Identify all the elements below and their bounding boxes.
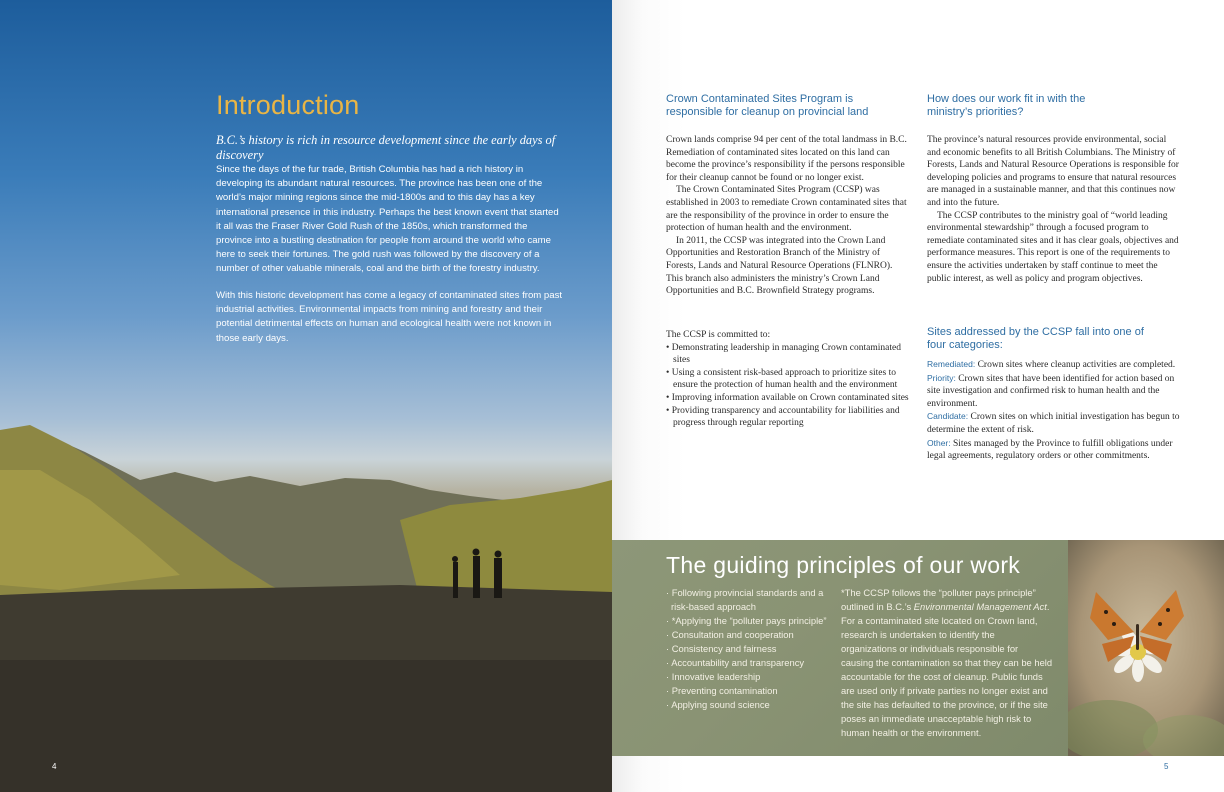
page-number-left: 4 (52, 762, 57, 771)
list-item: · Consultation and cooperation (666, 628, 836, 642)
page-number-right: 5 (1164, 762, 1169, 771)
list-item: · Innovative leadership (666, 670, 836, 684)
page-title: Introduction (216, 90, 360, 120)
ccsp-heading: Crown Contaminated Sites Program is responsible for cleanup on provincial land (666, 93, 869, 118)
list-item: · *Applying the “polluter pays principle” (666, 614, 836, 628)
category-text: Crown sites that have been identified for action based on site investigation and confirmed risk to human health and the environment. (927, 373, 1175, 409)
list-item: · Consistency and fairness (666, 642, 836, 656)
ccsp-paragraph-2: The Crown Contaminated Sites Program (CCSP) was established in 2003 to remediate Crown contaminated sites that are the responsibility of the province in order to ensure the protection of human health and the environment. (666, 185, 907, 234)
intro-paragraph-1: Since the days of the fur trade, British Columbia has had a rich history in developing its abundant natural resources. The province has been one of the world’s major mining regions since the mid-1800s and to this day has a key international presence in this industry. Perhaps the best known event that started it all was the Fraser River Gold Rush of the 1850s, which transformed the province into a bustling destination for people from around the world who came here to seek their fortunes. The gold rush was followed by the discovery of a number of other valuable minerals, coal and the birth of the forestry industry. (216, 164, 559, 275)
ccsp-paragraph-1: Crown lands comprise 94 per cent of the total landmass in B.C. Remediation of contaminated sites located on this land can become the province’s responsibility if the persons responsible for their cleanup cannot be found or no longer exist. (666, 135, 907, 183)
priorities-body (927, 134, 1179, 285)
list-item: · Accountability and transparency (666, 656, 836, 670)
note-text-end: . For a contaminated site located on Crown land, research is undertaken to identify the organizations or individuals responsible for causing the contamination so that they can be held accountable for the cost of cleanup. Public funds are used only if private parties no longer exist and the site has defaulted to the province, or if the site poses an immediate unacceptable high risk to human health or the environment. (841, 601, 1053, 738)
ccsp-paragraph-3: In 2011, the CCSP was integrated into the Crown Land Opportunities and Restoration Branch of the Ministry of Forests, Lands and Natural Resource Operations (FLNRO). This branch also administers the ministry’s Crown Land Opportunities and B.C. Brownfield Strategy programs. (666, 235, 893, 297)
intro-paragraph-2: With this historic development has come a legacy of contaminated sites from past industrial activities. Environmental impacts from mining and forestry and their potential detrimental effects on human and ecological health were not known in those early days. (216, 290, 563, 344)
priorities-heading: How does our work fit in with the ministry’s priorities? (927, 93, 1086, 118)
list-item: • Using a consistent risk-based approach to prioritize sites to ensure the protection of human health and the environment (666, 367, 910, 392)
category-text: Crown sites on which initial investigation has begun to determine the extent of risk. (927, 412, 1180, 435)
category-label: Candidate: (927, 411, 969, 422)
priorities-paragraph-1: The province’s natural resources provide environmental, social and economic benefits to all British Columbians. The Ministry of Forests, Lands and Natural Resource Operations is responsible for developing policies and programs to ensure that natural resources are managed in a sustainable manner, and that this continues now and into the future. (927, 135, 1179, 208)
category-label: Remediated: (927, 359, 976, 369)
category-priority (927, 372, 1187, 411)
principles-panel (612, 540, 1068, 756)
list-item: · Following provincial standards and a risk-based approach (666, 586, 836, 614)
commitments-list (666, 342, 910, 430)
category-remediated (927, 358, 1187, 372)
foreground-shade (0, 660, 612, 792)
list-item: · Applying sound science (666, 698, 836, 712)
category-text: Crown sites where cleanup activities are completed. (977, 360, 1176, 370)
butterfly-illustration (1068, 540, 1224, 756)
note-text-start: *The CCSP follows the “polluter pays principle” outlined in B.C.’s (841, 587, 1036, 612)
priorities-paragraph-2: The CCSP contributes to the ministry goal of “world leading environmental stewardship” through a focused program to remediate contaminated sites and it has clear goals, objectives and performance measures. This report is one of the requirements to ensure the activities undertaken by staff continue to meet the public interest, as well as policy and program objectives. (927, 210, 1179, 284)
category-text: Sites managed by the Province to fulfill obligations under legal agreements, regulatory orders or other commitments. (927, 438, 1173, 462)
list-item: • Providing transparency and accountability for liabilities and progress through regular reporting (666, 405, 910, 430)
butterfly-photo (1068, 540, 1224, 756)
list-item: • Demonstrating leadership in managing Crown contaminated sites (666, 342, 910, 367)
commitments-block (666, 329, 910, 430)
category-candidate (927, 410, 1187, 436)
polluter-pays-note (841, 586, 1053, 740)
ccsp-body (666, 134, 910, 298)
list-item: • Improving information available on Crown contaminated sites (666, 392, 910, 405)
note-act-name: Environmental Management Act (913, 601, 1047, 612)
principles-title: The guiding principles of our work (666, 552, 1021, 578)
categories-list (927, 358, 1187, 463)
category-other (927, 437, 1187, 463)
commitments-intro: The CCSP is committed to: (666, 330, 771, 340)
categories-heading: Sites addressed by the CCSP fall into one of four categories: (927, 326, 1144, 351)
category-label: Priority: (927, 372, 956, 383)
principles-list (666, 586, 836, 712)
list-item: · Preventing contamination (666, 684, 836, 698)
intro-subtitle: B.C.’s history is rich in resource development since the early days of discovery (216, 133, 556, 162)
category-label: Other: (927, 437, 951, 448)
